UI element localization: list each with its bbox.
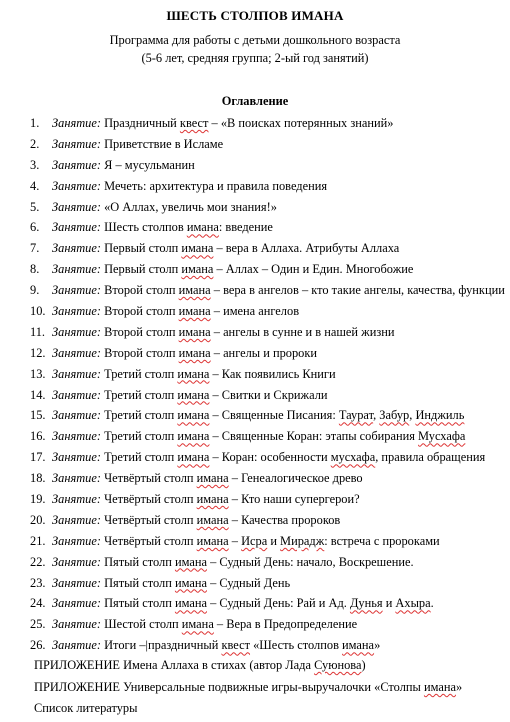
toc-item-number: 15.: [30, 408, 46, 423]
spellcheck-flagged-word: мусхафа: [330, 450, 376, 465]
toc-item-number: 1.: [30, 116, 40, 130]
text-segment: – Священные Писания:: [209, 408, 339, 423]
toc-item-number: 26.: [30, 638, 46, 653]
toc-item: [0, 510, 505, 531]
spellcheck-flagged-word: Инджиль: [415, 408, 465, 423]
document-subtitle-line2: (5-6 лет, средняя группа; 2-ый год занятий): [141, 51, 369, 65]
toc-item-text: [52, 322, 394, 343]
toc-item: [0, 238, 505, 259]
toc-item-text: [52, 176, 327, 197]
text-segment: и: [382, 596, 396, 611]
lesson-label: Занятие:: [52, 450, 102, 465]
spellcheck-flagged-word: имана: [177, 450, 210, 465]
toc-item-number: 4.: [30, 178, 40, 193]
spellcheck-flagged-word: имана: [174, 596, 207, 611]
toc-item: [0, 614, 505, 635]
toc-item-number: 18.: [30, 471, 46, 486]
toc-item-number: 20.: [30, 512, 46, 527]
toc-item: [0, 573, 505, 594]
toc-item: [0, 447, 505, 468]
text-segment: Второй столп: [101, 324, 179, 339]
lesson-label: Занятие:: [52, 471, 102, 486]
lesson-label: Занятие:: [52, 199, 102, 214]
text-segment: ,: [409, 408, 416, 423]
spellcheck-flagged-word: Суюнова: [314, 658, 362, 672]
toc-item-text: [52, 217, 273, 238]
lesson-label: Занятие:: [52, 366, 102, 381]
text-segment: Пятый столп: [101, 596, 175, 611]
toc-item: [0, 259, 505, 280]
lesson-label: Занятие:: [52, 304, 102, 319]
toc-item-text: [52, 301, 299, 322]
toc-item-text: [52, 364, 336, 385]
table-of-contents: [0, 113, 505, 656]
spellcheck-flagged-word: Мирадж: [280, 533, 325, 548]
spellcheck-flagged-word: имана: [178, 283, 211, 298]
text-segment: ): [361, 658, 366, 672]
text-segment: Четвёртый столп: [101, 512, 197, 527]
toc-item-number: 12.: [30, 345, 46, 360]
toc-item-text: [52, 343, 317, 364]
lesson-label: Занятие:: [52, 575, 102, 590]
text-segment: «Шесть столпов: [250, 638, 343, 653]
text-segment: Четвёртый столп: [101, 533, 197, 548]
toc-item-text: [52, 238, 399, 259]
lesson-label: Занятие:: [52, 178, 102, 193]
toc-item-text: [52, 155, 195, 176]
text-segment: Пятый столп: [101, 554, 175, 569]
text-segment: – Генеалогическое древо: [228, 471, 363, 486]
text-segment: – Как появились Книги: [209, 366, 336, 381]
text-segment: – Свитки и Скрижали: [209, 387, 328, 402]
toc-item-text: [52, 635, 380, 656]
toc-item-text: [52, 531, 440, 552]
text-segment: ПРИЛОЖЕНИЕ Имена Аллаха в стихах (автор Лада: [34, 658, 315, 672]
text-segment: Шестой столп: [101, 617, 182, 632]
text-segment: – Священные Коран: этапы собирания: [209, 429, 419, 444]
spellcheck-flagged-word: имана: [178, 304, 211, 319]
toc-item-number: 25.: [30, 617, 46, 632]
lesson-label: Занятие:: [52, 136, 102, 151]
lesson-label: Занятие:: [52, 492, 102, 507]
spellcheck-flagged-word: имана: [196, 533, 229, 548]
spellcheck-flagged-word: имана: [178, 324, 211, 339]
spellcheck-flagged-word: имана: [177, 366, 210, 381]
toc-item: [0, 385, 505, 406]
lesson-label: Занятие:: [52, 533, 102, 548]
spellcheck-flagged-word: имана: [342, 638, 375, 653]
toc-item-text: [52, 426, 465, 447]
lesson-label: Занятие:: [52, 345, 102, 360]
toc-item-text: [52, 573, 290, 594]
spellcheck-flagged-word: имана: [174, 554, 207, 569]
lesson-label: Занятие:: [52, 408, 102, 423]
text-segment: , правила обращения: [375, 450, 486, 465]
spellcheck-flagged-word: имана: [181, 617, 214, 632]
spellcheck-flagged-word: имана: [196, 512, 229, 527]
lesson-label: Занятие:: [52, 262, 102, 277]
text-segment: и: [267, 533, 281, 548]
toc-item-number: 22.: [30, 554, 46, 569]
text-segment: : введение: [218, 220, 273, 235]
text-segment: : встреча с пророками: [324, 533, 440, 548]
text-segment: ,: [373, 408, 380, 423]
text-segment: Третий столп: [101, 450, 178, 465]
toc-item-number: 17.: [30, 450, 46, 465]
toc-item-number: 3.: [30, 157, 40, 172]
toc-item-number: 16.: [30, 429, 46, 444]
appendix-2: [34, 680, 462, 695]
toc-item-number: 13.: [30, 366, 46, 381]
toc-item-text: [52, 259, 413, 280]
text-segment: – Вера в Предопределение: [213, 617, 358, 632]
toc-item: [0, 217, 505, 238]
text-segment: «О Аллах, увеличь мои знания!»: [101, 199, 277, 214]
spellcheck-flagged-word: Ахыра: [395, 596, 431, 611]
spellcheck-flagged-word: имана: [423, 680, 456, 694]
text-segment: »: [374, 638, 381, 653]
spellcheck-flagged-word: квест: [179, 116, 209, 130]
text-segment: Второй столп: [101, 304, 179, 319]
toc-item: [0, 197, 505, 218]
toc-item-number: 2.: [30, 136, 40, 151]
lesson-label: Занятие:: [52, 512, 102, 527]
toc-item: [0, 531, 505, 552]
text-segment: Четвёртый столп: [101, 492, 197, 507]
text-segment: Третий столп: [101, 387, 178, 402]
lesson-label: Занятие:: [52, 617, 102, 632]
toc-item-number: 14.: [30, 387, 46, 402]
text-segment: Третий столп: [101, 408, 178, 423]
text-segment: – имена ангелов: [210, 304, 300, 319]
toc-item-text: [52, 614, 357, 635]
toc-item: [0, 113, 505, 134]
toc-item: [0, 322, 505, 343]
text-segment: – Качества пророков: [228, 512, 341, 527]
text-segment: Праздничный: [101, 116, 180, 130]
spellcheck-flagged-word: имана: [181, 241, 214, 256]
toc-item-number: 6.: [30, 220, 40, 235]
text-segment: – Судный День: Рай и Ад.: [206, 596, 350, 611]
spellcheck-flagged-word: Исра: [241, 533, 268, 548]
toc-item-number: 7.: [30, 241, 40, 256]
toc-item-text: [52, 552, 414, 573]
toc-item-number: 11.: [30, 324, 46, 339]
lesson-label: Занятие:: [52, 157, 102, 172]
toc-item: [0, 155, 505, 176]
lesson-label: Занятие:: [52, 283, 102, 298]
toc-item-text: [52, 593, 434, 614]
text-segment: – ангелы и пророки: [210, 345, 318, 360]
spellcheck-flagged-word: имана: [196, 471, 229, 486]
text-segment: .: [430, 596, 434, 611]
toc-item: [0, 301, 505, 322]
toc-item-number: 21.: [30, 533, 46, 548]
text-segment: праздничный: [148, 638, 222, 653]
text-segment: – вера в Аллаха. Атрибуты Аллаха: [213, 241, 400, 256]
lesson-label: Занятие:: [52, 241, 102, 256]
document-subtitle-line1: Программа для работы с детьми дошкольного возраста: [109, 33, 401, 47]
text-segment: Приветствие в Исламе: [101, 136, 224, 151]
spellcheck-flagged-word: имана: [196, 492, 229, 507]
text-segment: Четвёртый столп: [101, 471, 197, 486]
toc-item-number: 19.: [30, 492, 46, 507]
text-segment: Третий столп: [101, 366, 178, 381]
toc-item-text: [52, 197, 277, 218]
toc-item-text: [52, 489, 360, 510]
toc-item-number: 8.: [30, 262, 40, 277]
lesson-label: Занятие:: [52, 554, 102, 569]
spellcheck-flagged-word: Мусхафа: [418, 429, 466, 444]
toc-item: [0, 343, 505, 364]
text-segment: – вера в ангелов – кто такие ангелы, качества, функции: [210, 283, 505, 298]
spellcheck-flagged-word: имана: [181, 262, 214, 277]
text-segment: – Кто наши супергерои?: [228, 492, 360, 507]
lesson-label: Занятие:: [52, 324, 102, 339]
toc-item: [0, 489, 505, 510]
toc-item: [0, 176, 505, 197]
spellcheck-flagged-word: имана: [178, 345, 211, 360]
spellcheck-flagged-word: Дунья: [349, 596, 383, 611]
toc-item-text: [52, 134, 223, 155]
toc-item: [0, 134, 505, 155]
toc-item: [0, 280, 505, 301]
text-segment: Итоги –: [101, 638, 146, 653]
toc-item-number: 24.: [30, 596, 46, 611]
text-segment: Второй столп: [101, 283, 179, 298]
text-segment: Мечеть: архитектура и правила поведения: [101, 178, 328, 193]
toc-item: [0, 426, 505, 447]
spellcheck-flagged-word: имана: [174, 575, 207, 590]
toc-item-number: 5.: [30, 199, 40, 214]
lesson-label: Занятие:: [52, 638, 102, 653]
spellcheck-flagged-word: имана: [186, 220, 219, 235]
toc-item-text: [52, 113, 393, 134]
toc-item: [0, 593, 505, 614]
toc-item-text: [52, 280, 505, 301]
toc-heading: Оглавление: [221, 94, 289, 108]
toc-item-text: [52, 468, 363, 489]
spellcheck-flagged-word: Таурат: [338, 408, 374, 423]
text-segment: – ангелы в сунне и в нашей жизни: [210, 324, 395, 339]
text-segment: – «В поисках потерянных знаний»: [208, 116, 394, 130]
toc-item-text: [52, 447, 485, 468]
toc-item: [0, 468, 505, 489]
text-segment: – Коран: особенности: [209, 450, 331, 465]
spellcheck-flagged-word: имана: [177, 408, 210, 423]
text-segment: Пятый столп: [101, 575, 175, 590]
document-title: ШЕСТЬ СТОЛПОВ ИМАНА: [166, 8, 344, 23]
toc-item-number: 10.: [30, 304, 46, 319]
text-segment: –: [228, 533, 242, 548]
lesson-label: Занятие:: [52, 429, 102, 444]
spellcheck-flagged-word: квест: [221, 638, 251, 653]
text-segment: Первый столп: [101, 262, 182, 277]
bibliography-entry: Список литературы: [34, 701, 138, 715]
spellcheck-flagged-word: Забур: [379, 408, 410, 423]
spellcheck-flagged-word: имана: [177, 387, 210, 402]
spellcheck-flagged-word: имана: [177, 429, 210, 444]
lesson-label: Занятие:: [52, 220, 102, 235]
text-segment: Третий столп: [101, 429, 178, 444]
toc-item-number: 23.: [30, 575, 46, 590]
toc-item-text: [52, 385, 328, 406]
toc-item: [0, 364, 505, 385]
text-segment: Я – мусульманин: [101, 157, 195, 172]
toc-item-number: 9.: [30, 283, 40, 298]
text-segment: – Судный День: [206, 575, 291, 590]
text-segment: – Аллах – Один и Един. Многобожие: [213, 262, 414, 277]
text-segment: Первый столп: [101, 241, 182, 256]
toc-item: [0, 405, 505, 426]
toc-item: [0, 635, 505, 656]
text-segment: Шесть столпов: [101, 220, 187, 235]
text-segment: Второй столп: [101, 345, 179, 360]
text-segment: »: [455, 680, 463, 694]
lesson-label: Занятие:: [52, 596, 102, 611]
text-segment: – Судный День: начало, Воскрешение.: [206, 554, 414, 569]
toc-item: [0, 552, 505, 573]
toc-item-text: [52, 405, 464, 426]
text-segment: |: [145, 638, 148, 653]
text-segment: ПРИЛОЖЕНИЕ Универсальные подвижные игры-выручалочки «Столпы: [34, 680, 424, 694]
lesson-label: Занятие:: [52, 116, 102, 130]
lesson-label: Занятие:: [52, 387, 102, 402]
toc-item-text: [52, 510, 340, 531]
appendix-1: [34, 658, 366, 673]
